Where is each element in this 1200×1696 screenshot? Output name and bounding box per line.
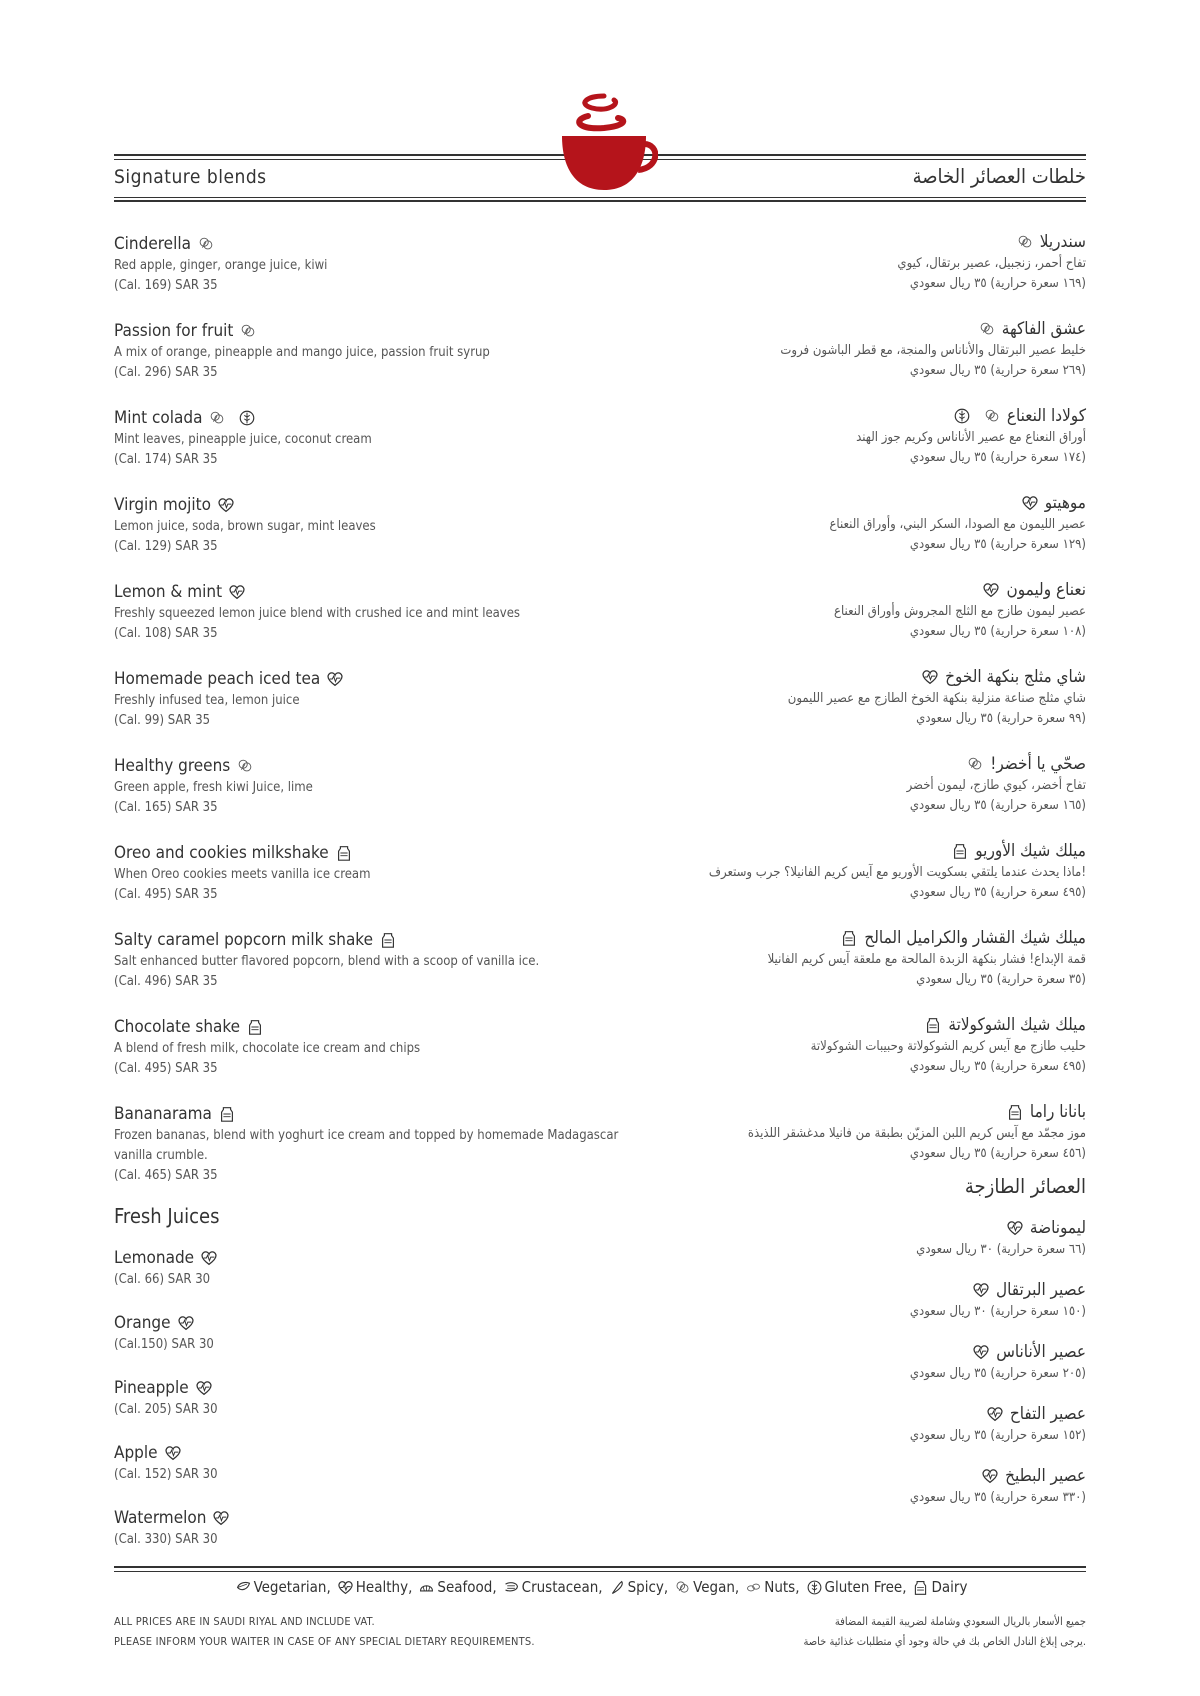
footer-top-rule — [114, 1566, 1086, 1568]
menu-item-calories-price: (Cal. 496) SAR 35 — [114, 974, 218, 989]
legend-label: Vegetarian, — [253, 1578, 331, 1596]
menu-item-name — [114, 841, 634, 865]
juice-item — [566, 1464, 1086, 1526]
legend-entry — [910, 1578, 967, 1596]
juice-item — [114, 1376, 634, 1441]
juice-item-name-text: Orange — [114, 1313, 171, 1333]
dairy-icon — [246, 1018, 264, 1036]
juice-item-name-text: ليموناضة — [1029, 1218, 1086, 1238]
legend-entry — [804, 1578, 907, 1596]
juice-item-calories-price: (Cal.150) SAR 30 — [114, 1337, 214, 1352]
legend-label: Crustacean, — [521, 1578, 603, 1596]
juice-item-calories-price: (Cal. 66) SAR 30 — [114, 1272, 211, 1287]
footer-ar-line-2: .يرجى إبلاغ النادل الخاص بك في حالة وجود أي متطلبات غذائية خاصة — [803, 1635, 1086, 1648]
menu-item-description: Freshly squeezed lemon juice blend with crushed ice and mint leaves — [114, 606, 521, 621]
legend-label: Nuts, — [764, 1578, 800, 1596]
menu-item-name — [114, 667, 634, 691]
menu-item-name — [114, 493, 634, 517]
vegan-icon — [966, 755, 984, 773]
dairy-icon — [840, 929, 858, 947]
menu-item-calories-price: (١٢٩ سعرة حرارية) ٣٥ ريال سعودي — [909, 537, 1086, 552]
menu-item-name-text: سندريلا — [1039, 232, 1086, 252]
menu-item-calories-price: (Cal. 495) SAR 35 — [114, 887, 218, 902]
footer-note-english — [114, 1612, 535, 1652]
menu-item-name-text: Mint colada — [114, 408, 203, 428]
menu-item — [114, 493, 634, 580]
menu-item-name — [566, 1013, 1086, 1037]
juice-item-name — [114, 1506, 634, 1530]
menu-item-name — [566, 926, 1086, 950]
juice-item-name — [566, 1402, 1086, 1426]
menu-item — [114, 1102, 634, 1202]
menu-item-calories-price: (Cal. 495) SAR 35 — [114, 1061, 218, 1076]
menu-item-calories-price: (٤٩٥ سعرة حرارية) ٣٥ ريال سعودي — [909, 885, 1086, 900]
menu-item-name — [114, 319, 634, 343]
menu-item-name-text: Virgin mojito — [114, 495, 211, 515]
footer-en-line-1: ALL PRICES ARE IN SAUDI RIYAL AND INCLUDE VAT. — [114, 1615, 375, 1628]
menu-item-description: Frozen bananas, blend with yoghurt ice cream and topped by homemade Madagascar vanilla crumble. — [114, 1128, 619, 1163]
healthy-icon — [337, 1579, 354, 1596]
juice-item-name — [114, 1441, 634, 1465]
menu-item — [566, 1013, 1086, 1100]
menu-item — [566, 230, 1086, 317]
dairy-icon — [1006, 1103, 1024, 1121]
menu-item-calories-price: (١٦٥ سعرة حرارية) ٣٥ ريال سعودي — [909, 798, 1086, 813]
menu-item — [566, 752, 1086, 839]
vegetarian-icon — [235, 1579, 252, 1596]
menu-item — [114, 841, 634, 928]
menu-item-name — [566, 317, 1086, 341]
vegan-icon — [197, 235, 215, 253]
healthy-icon — [986, 1405, 1004, 1423]
menu-item-name-text: عشق الفاكهة — [1001, 319, 1086, 339]
healthy-icon — [326, 670, 344, 688]
juice-item-name-text: Watermelon — [114, 1508, 207, 1528]
menu-item-name-text: شاي مثلج بنكهة الخوخ — [945, 667, 1086, 687]
menu-item — [566, 491, 1086, 578]
menu-item-calories-price: (٤٥٦ سعرة حرارية) ٣٥ ريال سعودي — [909, 1146, 1086, 1161]
juice-item — [114, 1441, 634, 1506]
healthy-icon — [972, 1281, 990, 1299]
juice-item-name-text: عصير الأناناس — [996, 1342, 1086, 1362]
menu-item-name — [566, 230, 1086, 254]
juice-item-name-text: عصير البرتقال — [995, 1280, 1086, 1300]
menu-item-name-text: Healthy greens — [114, 756, 231, 776]
menu-item-description: شاي مثلج صناعة منزلية بنكهة الخوخ الطازج مع عصير الليمون — [787, 691, 1086, 706]
menu-item-name-text: نعناع وليمون — [1006, 580, 1086, 600]
menu-item — [566, 317, 1086, 404]
menu-item-name — [114, 406, 634, 430]
juice-item-name — [114, 1246, 634, 1270]
legend-entry — [607, 1578, 669, 1596]
juice-item — [114, 1311, 634, 1376]
menu-item-calories-price: (Cal. 169) SAR 35 — [114, 278, 218, 293]
menu-item-name-text: بانانا راما — [1029, 1102, 1086, 1122]
juice-item-calories-price: (٦٦ سعرة حرارية) ٣٠ ريال سعودي — [916, 1242, 1086, 1257]
dairy-icon — [218, 1105, 236, 1123]
menu-item — [114, 1015, 634, 1102]
menu-item-name — [566, 491, 1086, 515]
menu-item-name-text: Oreo and cookies milkshake — [114, 843, 329, 863]
menu-item-calories-price: (Cal. 165) SAR 35 — [114, 800, 218, 815]
footer-note-arabic — [803, 1612, 1086, 1652]
vegan-icon — [978, 320, 996, 338]
menu-item-name-text: Chocolate shake — [114, 1017, 241, 1037]
menu-item-calories-price: (Cal. 465) SAR 35 — [114, 1168, 218, 1183]
healthy-icon — [212, 1509, 230, 1527]
juice-item-calories-price: (١٥٢ سعرة حرارية) ٣٥ ريال سعودي — [909, 1428, 1086, 1443]
menu-item — [566, 839, 1086, 926]
juice-item — [566, 1278, 1086, 1340]
vegan-icon — [239, 322, 257, 340]
spicy-icon — [609, 1579, 626, 1596]
menu-item-name-text: Lemon & mint — [114, 582, 223, 602]
menu-item-name — [566, 839, 1086, 863]
juice-item-name — [566, 1216, 1086, 1240]
juice-item-name — [114, 1376, 634, 1400]
juice-item-name-text: عصير البطيخ — [1005, 1466, 1086, 1486]
legend-entry — [233, 1578, 331, 1596]
juice-item-calories-price: (٢٠٥ سعرة حرارية) ٣٥ ريال سعودي — [909, 1366, 1086, 1381]
menu-item-description: A blend of fresh milk, chocolate ice cream and chips — [114, 1041, 421, 1056]
menu-item-name-text: صحّي يا أخضر! — [990, 754, 1086, 774]
juice-item-name-text: Apple — [114, 1443, 158, 1463]
gluten-free-icon — [806, 1579, 823, 1596]
menu-item-calories-price: (Cal. 296) SAR 35 — [114, 365, 218, 380]
menu-item-calories-price: (١٠٨ سعرة حرارية) ٣٥ ريال سعودي — [909, 624, 1086, 639]
healthy-icon — [972, 1343, 990, 1361]
dairy-icon — [335, 844, 353, 862]
menu-item-name — [114, 1102, 634, 1126]
menu-item-name — [114, 754, 634, 778]
healthy-icon — [164, 1444, 182, 1462]
healthy-icon — [1021, 494, 1039, 512]
dairy-icon — [912, 1579, 929, 1596]
footer-en-line-2: PLEASE INFORM YOUR WAITER IN CASE OF ANY SPECIAL DIETARY REQUIREMENTS. — [114, 1635, 535, 1648]
menu-item-calories-price: (Cal. 108) SAR 35 — [114, 626, 218, 641]
juice-item-calories-price: (Cal. 205) SAR 30 — [114, 1402, 218, 1417]
healthy-icon — [1006, 1219, 1024, 1237]
healthy-icon — [217, 496, 235, 514]
gluten-free-icon — [238, 409, 256, 427]
menu-item-description: Red apple, ginger, orange juice, kiwi — [114, 258, 328, 273]
juice-item-calories-price: (١٥٠ سعرة حرارية) ٣٠ ريال سعودي — [909, 1304, 1086, 1319]
menu-item-name-text: ميلك شيك الأوريو — [975, 841, 1086, 861]
legend-label: Dairy — [931, 1578, 968, 1596]
juice-item-name-text: عصير التفاح — [1009, 1404, 1086, 1424]
juice-item-calories-price: (Cal. 152) SAR 30 — [114, 1467, 218, 1482]
juice-item — [566, 1340, 1086, 1402]
healthy-icon — [200, 1249, 218, 1267]
dairy-icon — [924, 1016, 942, 1034]
menu-item-name-text: موهيتو — [1044, 493, 1086, 513]
juice-item-name — [114, 1311, 634, 1335]
menu-item-name — [566, 1100, 1086, 1124]
legend-label: Gluten Free, — [824, 1578, 907, 1596]
vegan-icon — [208, 409, 226, 427]
menu-item-calories-price: (Cal. 99) SAR 35 — [114, 713, 211, 728]
legend-entry — [335, 1578, 413, 1596]
menu-item-name — [114, 928, 634, 952]
menu-item — [114, 667, 634, 754]
menu-item-name — [566, 665, 1086, 689]
menu-column-english — [114, 232, 634, 1571]
coffee-cup-icon — [548, 90, 658, 200]
menu-item-description: عصير الليمون مع الصودا، السكر البني، وأوراق النعناع — [829, 517, 1086, 532]
nuts-icon — [745, 1579, 762, 1596]
menu-item-description: تفاح أخضر، كيوي طازج، ليمون أخضر — [906, 778, 1086, 793]
juice-item-name — [566, 1464, 1086, 1488]
menu-item-name-text: Bananarama — [114, 1104, 212, 1124]
menu-item — [114, 928, 634, 1015]
menu-item-name-text: Passion for fruit — [114, 321, 234, 341]
menu-item — [114, 232, 634, 319]
menu-item-description: موز مجمّد مع آيس كريم اللبن المزيّن بطبقة من فانيلا مدغشقر اللذيذة — [747, 1126, 1086, 1141]
dairy-icon — [379, 931, 397, 949]
legend-entry — [743, 1578, 799, 1596]
menu-item-name-text: Salty caramel popcorn milk shake — [114, 930, 373, 950]
menu-item-name — [114, 1015, 634, 1039]
juice-item — [566, 1402, 1086, 1464]
menu-item-calories-price: (٢٦٩ سعرة حرارية) ٣٥ ريال سعودي — [909, 363, 1086, 378]
healthy-icon — [228, 583, 246, 601]
menu-column-arabic — [566, 230, 1086, 1526]
legend-label: Spicy, — [627, 1578, 669, 1596]
healthy-icon — [195, 1379, 213, 1397]
menu-item-name-text: ميلك شيك القشار والكراميل المالح — [864, 928, 1086, 948]
juice-item — [566, 1216, 1086, 1278]
juice-item-name-text: Pineapple — [114, 1378, 189, 1398]
section-title-fresh-juices: العصائر الطازجة — [964, 1174, 1086, 1198]
menu-item-description: عصير ليمون طازج مع الثلج المجروش وأوراق النعناع — [834, 604, 1086, 619]
dairy-icon — [951, 842, 969, 860]
healthy-icon — [177, 1314, 195, 1332]
juice-item — [114, 1246, 634, 1311]
menu-item — [114, 319, 634, 406]
menu-item-calories-price: (Cal. 174) SAR 35 — [114, 452, 218, 467]
menu-item-description: قمة الإبداع! فشار بنكهة الزبدة المالحة مع ملعقة آيس كريم الفانيلا — [767, 952, 1086, 967]
menu-item-description: When Oreo cookies meets vanilla ice cream — [114, 867, 371, 882]
legend-label: Seafood, — [437, 1578, 497, 1596]
menu-item-description: Lemon juice, soda, brown sugar, mint leaves — [114, 519, 376, 534]
menu-item — [114, 754, 634, 841]
section-title-fresh-juices: Fresh Juices — [114, 1204, 220, 1228]
juice-item-calories-price: (Cal. 330) SAR 30 — [114, 1532, 218, 1547]
menu-item-description: Salt enhanced butter flavored popcorn, blend with a scoop of vanilla ice. — [114, 954, 540, 969]
menu-item-calories-price: (٩٩ سعرة حرارية) ٣٥ ريال سعودي — [916, 711, 1086, 726]
menu-item-name — [114, 580, 634, 604]
healthy-icon — [981, 1467, 999, 1485]
menu-item-name — [566, 578, 1086, 602]
legend-entry — [416, 1578, 496, 1596]
menu-item-calories-price: (٣٥ سعرة حرارية) ٣٥ ريال سعودي — [916, 972, 1086, 987]
legend-entry — [501, 1578, 603, 1596]
menu-item-description: أوراق النعناع مع عصير الأناناس وكريم جوز الهند — [856, 430, 1086, 445]
footer-top-rule-thin — [114, 1571, 1086, 1572]
menu-item-description: تفاح أحمر، زنجبيل، عصير برتقال، كيوي — [897, 256, 1086, 271]
juice-item — [114, 1506, 634, 1571]
crustacean-icon — [503, 1579, 520, 1596]
menu-item-calories-price: (٤٩٥ سعرة حرارية) ٣٥ ريال سعودي — [909, 1059, 1086, 1074]
menu-item-name-text: كولادا النعناع — [1006, 406, 1086, 426]
menu-item — [566, 665, 1086, 752]
menu-item-description: خليط عصير البرتقال والأناناس والمنجة، مع قطر الباشون فروت — [780, 343, 1086, 358]
menu-item-name-text: Homemade peach iced tea — [114, 669, 321, 689]
menu-item-name-text: Cinderella — [114, 234, 191, 254]
menu-item — [566, 1100, 1086, 1180]
menu-item-calories-price: (Cal. 129) SAR 35 — [114, 539, 218, 554]
header-title-ar: خلطات العصائر الخاصة — [912, 164, 1086, 188]
juice-item-name-text: Lemonade — [114, 1248, 195, 1268]
legend-label: Healthy, — [355, 1578, 413, 1596]
vegan-icon — [983, 407, 1001, 425]
menu-item-description: Mint leaves, pineapple juice, coconut cream — [114, 432, 372, 447]
healthy-icon — [921, 668, 939, 686]
menu-item-name-text: ميلك شيك الشوكولاتة — [948, 1015, 1086, 1035]
menu-item-description: Green apple, fresh kiwi Juice, lime — [114, 780, 313, 795]
menu-item — [566, 404, 1086, 491]
menu-item-name — [566, 404, 1086, 428]
dietary-legend — [0, 1578, 1200, 1596]
menu-item-description: Freshly infused tea, lemon juice — [114, 693, 300, 708]
juice-item-name — [566, 1278, 1086, 1302]
gluten-free-icon — [953, 407, 971, 425]
seafood-icon — [418, 1579, 435, 1596]
footer-ar-line-1: جميع الأسعار بالريال السعودي وشاملة لضريبة القيمة المضافة — [834, 1615, 1086, 1628]
juice-item-calories-price: (٣٣٠ سعرة حرارية) ٣٥ ريال سعودي — [909, 1490, 1086, 1505]
menu-item-description: A mix of orange, pineapple and mango juice, passion fruit syrup — [114, 345, 490, 360]
header-title-en: Signature blends — [114, 166, 267, 188]
vegan-icon — [1016, 233, 1034, 251]
vegan-icon — [674, 1579, 691, 1596]
legend-label: Vegan, — [693, 1578, 740, 1596]
menu-item — [114, 580, 634, 667]
juice-item-name — [566, 1340, 1086, 1364]
menu-item — [566, 578, 1086, 665]
header-bottom-rule-thick — [114, 200, 1086, 202]
menu-item — [566, 926, 1086, 1013]
legend-entry — [672, 1578, 739, 1596]
healthy-icon — [982, 581, 1000, 599]
menu-item-name — [566, 752, 1086, 776]
menu-item-description: حليب طازج مع آيس كريم الشوكولاتة وحبيبات الشوكولاتة — [810, 1039, 1086, 1054]
menu-item-description: !ماذا يحدث عندما يلتقي بسكويت الأوريو مع آيس كريم الفانيلا؟ جرب وستعرف — [708, 865, 1086, 880]
vegan-icon — [236, 757, 254, 775]
menu-item-calories-price: (١٦٩ سعرة حرارية) ٣٥ ريال سعودي — [909, 276, 1086, 291]
menu-item-name — [114, 232, 634, 256]
menu-item — [114, 406, 634, 493]
menu-item-calories-price: (١٧٤ سعرة حرارية) ٣٥ ريال سعودي — [909, 450, 1086, 465]
